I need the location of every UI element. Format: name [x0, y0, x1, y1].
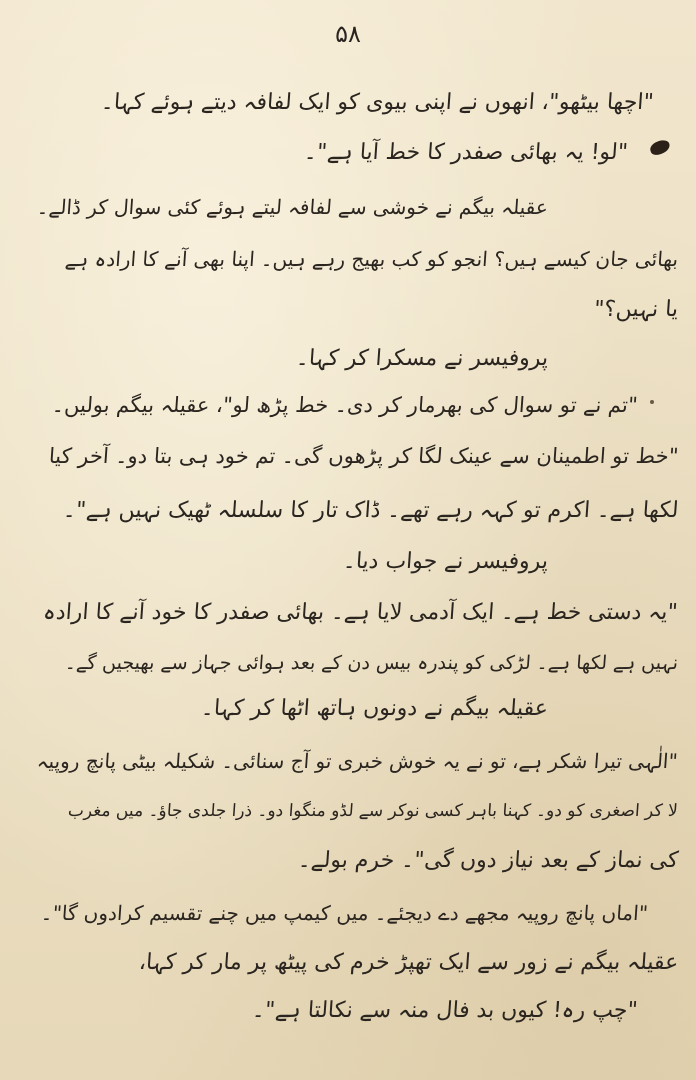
text-line: "چپ رہ! کیوں بد فال منہ سے نکالتا ہے"۔: [251, 998, 639, 1023]
text-line: لکھا ہے۔ اکرم تو کہہ رہے تھے۔ ڈاک تار کا سلسلہ ٹھیک نہیں ہے"۔: [61, 498, 679, 523]
text-line: "خط تو اطمینان سے عینک لگا کر پڑھوں گی۔ تم خود ہی بتا دو۔ آخر کیا: [47, 444, 679, 468]
text-line: "الٰہی تیرا شکر ہے، تو نے یہ خوش خبری تو آج سنائی۔ شکیلہ بیٹی پانچ روپیہ: [36, 749, 679, 773]
text-line: "تم نے تو سوال کی بھرمار کر دی۔ خط پڑھ لو"، عقیلہ بیگم بولیں۔: [51, 393, 639, 417]
text-line: پروفیسر نے جواب دیا۔: [342, 549, 549, 574]
text-line: بھائی جان کیسے ہیں؟ انجو کو کب بھیج رہے ہیں۔ اپنا بھی آنے کا ارادہ ہے: [63, 247, 679, 271]
text-line: پروفیسر نے مسکرا کر کہا۔: [294, 346, 549, 371]
text-line: لا کر اصغری کو دو۔ کہنا باہر کسی نوکر سے لڈو منگوا دو۔ ذرا جلدی جاؤ۔ میں مغرب: [67, 801, 679, 821]
text-line: "اماں پانچ روپیہ مجھے دے دیجئے۔ میں کیمپ میں چنے تقسیم کرادوں گا"۔: [40, 901, 649, 925]
text-line: عقیلہ بیگم نے خوشی سے لفافہ لیتے ہوئے کئی سوال کر ڈالے۔: [36, 195, 549, 219]
text-line: عقیلہ بیگم نے دونوں ہاتھ اٹھا کر کہا۔: [200, 696, 549, 721]
text-line: یا نہیں؟": [593, 297, 679, 322]
text-line: "یہ دستی خط ہے۔ ایک آدمی لایا ہے۔ بھائی صفدر کا خود آنے کا ارادہ: [42, 600, 679, 625]
text-line: نہیں ہے لکھا ہے۔ لڑکی کو پندرہ بیس دن کے بعد ہوائی جہاز سے بھیجیں گے۔: [64, 652, 679, 674]
text-line: "لو! یہ بھائی صفدر کا خط آیا ہے"۔: [303, 140, 629, 165]
text-line: کی نماز کے بعد نیاز دوں گی"۔ خرم بولے۔: [296, 848, 679, 873]
text-line: "اچھا بیٹھو"، انھوں نے اپنی بیوی کو ایک لفافہ دیتے ہوئے کہا۔: [100, 90, 655, 115]
text-line: عقیلہ بیگم نے زور سے ایک تھپڑ خرم کی پیٹھ پر مار کر کہا،: [137, 950, 679, 975]
page-number: ۵۸: [335, 20, 361, 48]
